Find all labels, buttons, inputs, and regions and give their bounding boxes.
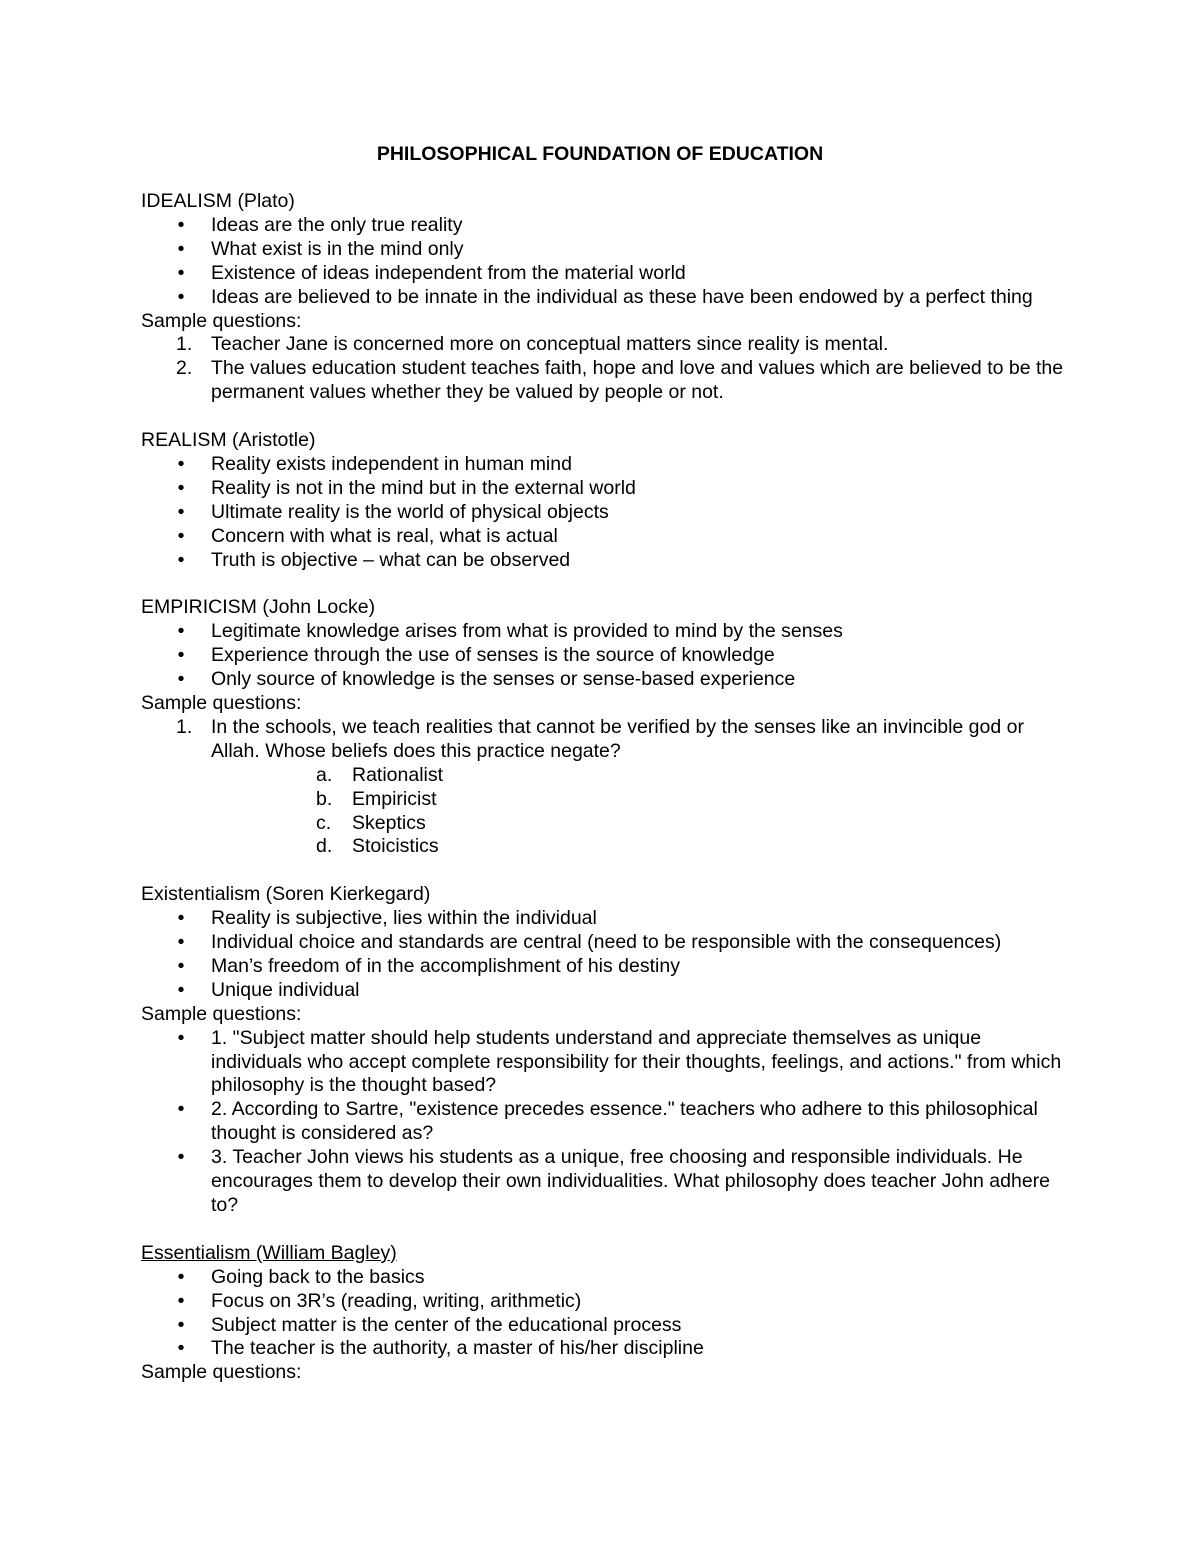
list-item-text: 3. Teacher John views his students as a unique, free choosing and responsible individuals. He encourages them to develop their own individualities. What philosophy does teacher John adhere to? (211, 1146, 1051, 1217)
list-item (141, 1027, 1071, 1099)
list-item (141, 1098, 1071, 1146)
list-item (141, 477, 1071, 501)
list-item (141, 668, 1071, 692)
bullet-icon: • (177, 237, 185, 260)
option-text: Rationalist (352, 763, 444, 786)
bullet-list (141, 1027, 1071, 1218)
option-letter: c. (316, 811, 332, 834)
bullet-icon: • (177, 1337, 185, 1360)
list-item (141, 238, 1071, 262)
list-item-text: Subject matter is the center of the educational process (211, 1313, 682, 1336)
list-item (141, 644, 1071, 668)
list-item (141, 357, 1071, 405)
list-item (141, 907, 1071, 931)
document-body (141, 190, 1071, 1385)
list-item (141, 955, 1071, 979)
section-existentialism (141, 883, 1071, 1218)
list-item (141, 214, 1071, 238)
list-item-text: 1. "Subject matter should help students understand and appreciate themselves as unique individuals who accept complete responsibility for their thoughts, feelings, and actions." from which philosophy is the thought based? (211, 1026, 1062, 1097)
list-item (141, 1146, 1071, 1218)
bullet-icon: • (177, 644, 185, 667)
bullet-list (141, 453, 1071, 573)
bullet-list (141, 907, 1071, 1003)
list-item-text: Man’s freedom of in the accomplishment of his destiny (211, 954, 680, 977)
section-heading: IDEALISM (Plato) (141, 190, 295, 212)
section-heading: REALISM (Aristotle) (141, 429, 316, 452)
option-text: Stoicistics (352, 835, 439, 858)
bullet-icon: • (177, 213, 185, 236)
bullet-icon: • (177, 978, 185, 1001)
bullet-icon: • (177, 548, 185, 571)
list-item (141, 931, 1071, 955)
list-item (141, 333, 1071, 357)
section-heading: Existentialism (Soren Kierkegard) (141, 883, 431, 906)
list-item (141, 1266, 1071, 1290)
section-empiricism (141, 596, 1071, 859)
bullet-icon: • (177, 1026, 185, 1049)
list-item (141, 453, 1071, 477)
sample-questions-label: Sample questions: (141, 692, 302, 714)
option-item (211, 764, 1071, 788)
list-item-text: Only source of knowledge is the senses or sense-based experience (211, 668, 796, 691)
list-item-text: Reality exists independent in human mind (211, 452, 572, 475)
list-item-text: Ideas are the only true reality (211, 213, 463, 236)
section-heading: Essentialism (William Bagley) (141, 1241, 397, 1264)
bullet-icon: • (177, 1313, 185, 1336)
option-letter: b. (316, 787, 333, 810)
list-item-text: Ideas are believed to be innate in the individual as these have been endowed by a perfect thing (211, 285, 1033, 308)
list-item (141, 501, 1071, 525)
bullet-list (141, 1266, 1071, 1362)
bullet-icon: • (177, 620, 185, 643)
list-item (141, 549, 1071, 573)
list-item-text: Reality is not in the mind but in the external world (211, 476, 636, 499)
list-item (141, 286, 1071, 310)
list-item-text: Existence of ideas independent from the material world (211, 261, 686, 284)
list-item (141, 1337, 1071, 1361)
bullet-icon: • (177, 668, 185, 691)
list-item (141, 716, 1071, 859)
list-item-text: What exist is in the mind only (211, 237, 464, 260)
option-text: Skeptics (352, 811, 426, 834)
bullet-icon: • (177, 285, 185, 308)
bullet-icon: • (177, 907, 185, 930)
bullet-icon: • (177, 1146, 185, 1169)
list-number: 2. (176, 357, 193, 380)
list-item-text: In the schools, we teach realities that cannot be verified by the senses like an invincible god or Allah. Whose beliefs does this practice negate? (211, 715, 1024, 762)
bullet-icon: • (177, 1098, 185, 1121)
list-item-text: Unique individual (211, 978, 360, 1001)
option-letter: d. (316, 835, 333, 858)
bullet-icon: • (177, 524, 185, 547)
list-item (141, 525, 1071, 549)
list-item-text: Concern with what is real, what is actual (211, 524, 558, 547)
bullet-icon: • (177, 1289, 185, 1312)
list-item-text: Legitimate knowledge arises from what is provided to mind by the senses (211, 620, 843, 643)
bullet-icon: • (177, 954, 185, 977)
sample-questions-label: Sample questions: (141, 309, 302, 332)
list-item (141, 1314, 1071, 1338)
option-item (211, 788, 1071, 812)
bullet-icon: • (177, 261, 185, 284)
bullet-icon: • (177, 500, 185, 523)
bullet-icon: • (177, 931, 185, 954)
sample-questions-label: Sample questions: (141, 1361, 302, 1384)
list-item-text: Focus on 3R’s (reading, writing, arithmetic) (211, 1289, 582, 1312)
bullet-list (141, 620, 1071, 692)
list-item (141, 979, 1071, 1003)
lettered-list (211, 764, 1071, 860)
section-realism (141, 429, 1071, 572)
list-item-text: Individual choice and standards are central (need to be responsible with the consequences) (211, 931, 1002, 954)
list-item (141, 262, 1071, 286)
numbered-list (141, 333, 1071, 405)
list-item-text: Going back to the basics (211, 1265, 425, 1288)
bullet-icon: • (177, 452, 185, 475)
document-title: PHILOSOPHICAL FOUNDATION OF EDUCATION (376, 143, 824, 165)
option-item (211, 812, 1071, 836)
sample-questions-label: Sample questions: (141, 1002, 302, 1025)
bullet-icon: • (177, 1265, 185, 1288)
section-idealism (141, 190, 1071, 405)
list-item (141, 620, 1071, 644)
list-item-text: Teacher Jane is concerned more on conceptual matters since reality is mental. (211, 333, 889, 356)
list-item-text: Experience through the use of senses is the source of knowledge (211, 644, 775, 667)
list-item-text: Truth is objective – what can be observed (211, 548, 571, 571)
option-text: Empiricist (352, 787, 437, 810)
list-number: 1. (176, 715, 193, 738)
list-item (141, 1290, 1071, 1314)
section-essentialism (141, 1242, 1071, 1385)
section-heading: EMPIRICISM (John Locke) (141, 596, 376, 619)
list-item-text: Ultimate reality is the world of physical objects (211, 500, 609, 523)
bullet-icon: • (177, 476, 185, 499)
option-letter: a. (316, 763, 333, 786)
list-item-text: The values education student teaches faith, hope and love and values which are believed to be the permanent values whether they be valued by people or not. (211, 357, 1064, 404)
option-item (211, 835, 1071, 859)
list-item-text: Reality is subjective, lies within the individual (211, 907, 597, 930)
list-item-text: 2. According to Sartre, "existence precedes essence." teachers who adhere to this philosophical thought is considered as? (211, 1098, 1038, 1145)
list-number: 1. (176, 333, 193, 356)
numbered-list (141, 716, 1071, 859)
list-item-text: The teacher is the authority, a master of his/her discipline (211, 1337, 704, 1360)
bullet-list (141, 214, 1071, 310)
